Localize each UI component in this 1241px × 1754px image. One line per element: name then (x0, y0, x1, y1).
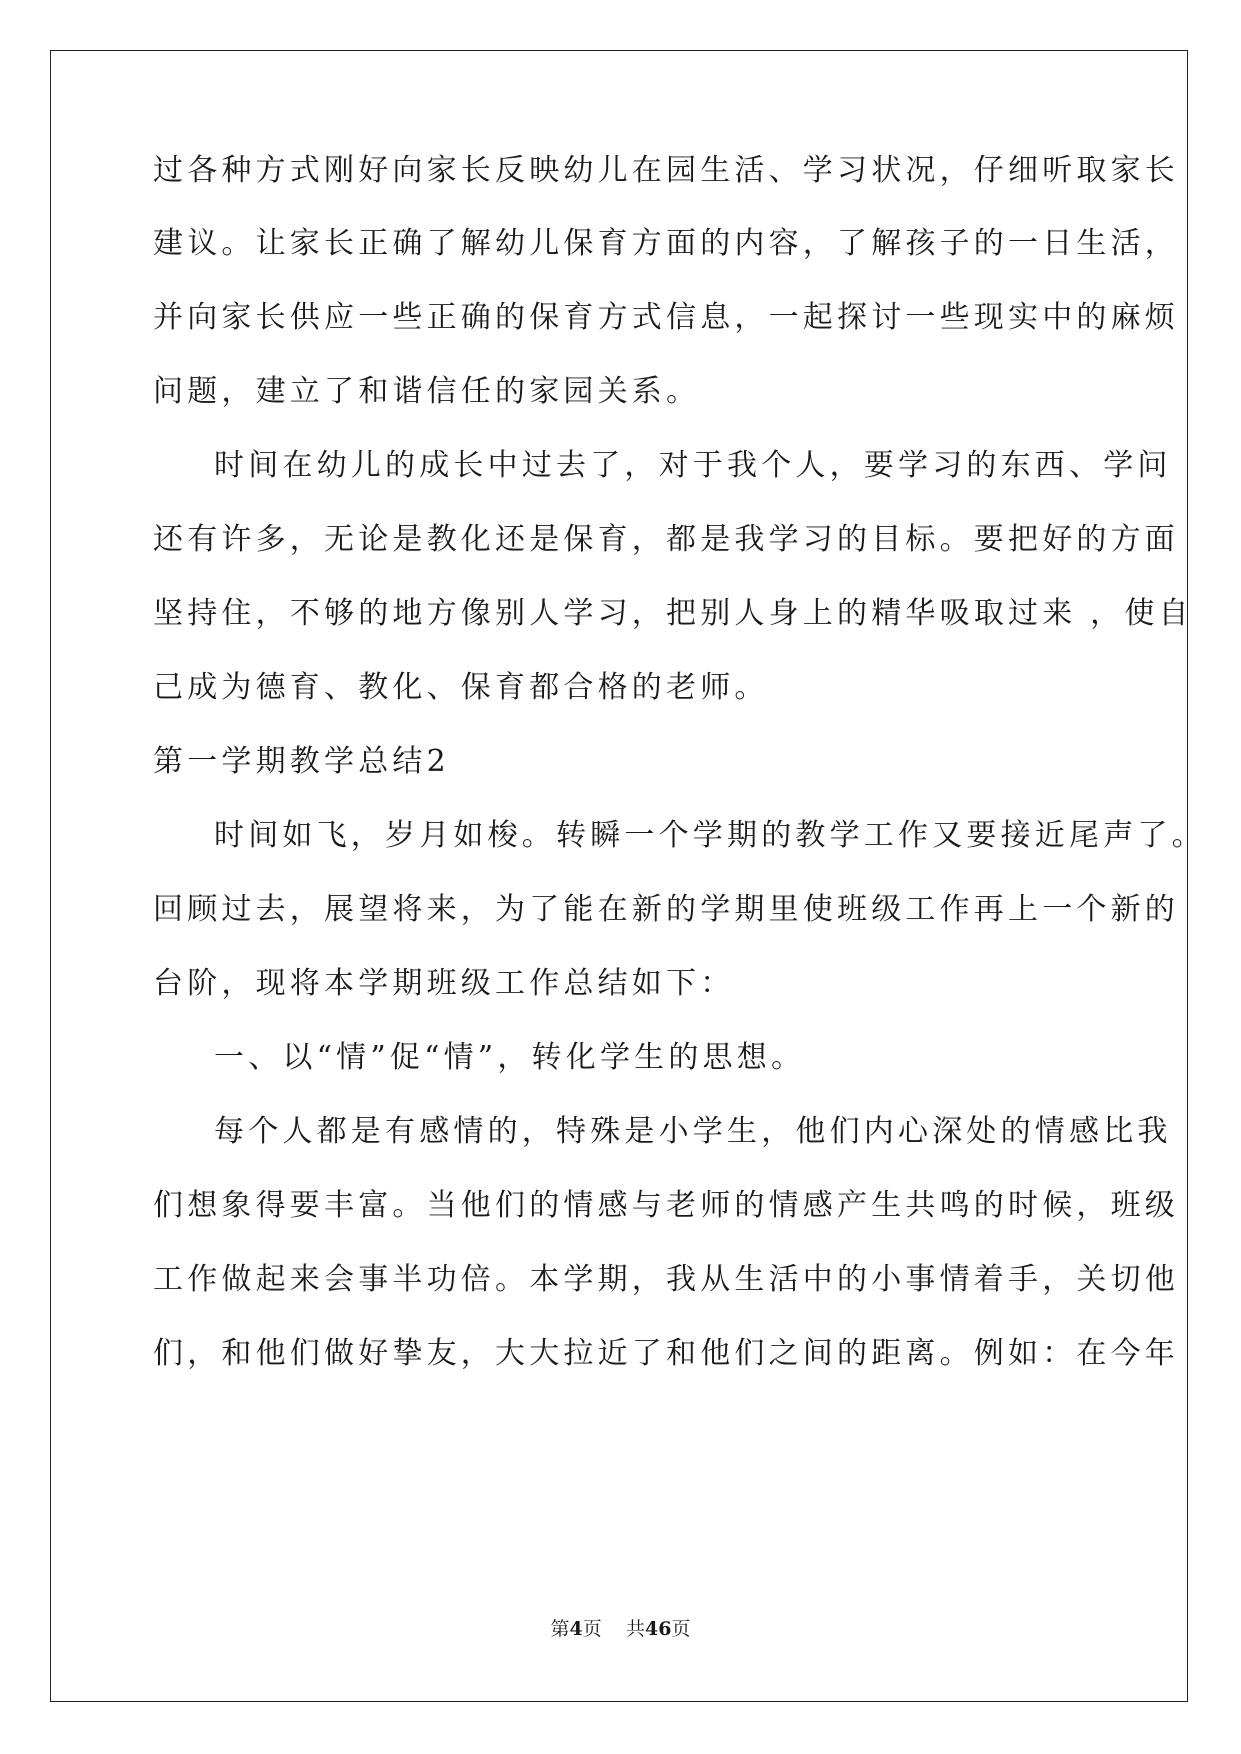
body-line-11: 回顾过去，展望将来，为了能在新的学期里使班级工作再上一个新的 (153, 892, 1179, 927)
body-line-2: 建议。让家长正确了解幼儿保育方面的内容，了解孩子的一日生活， (153, 226, 1179, 261)
body-line-15: 们想象得要丰富。当他们的情感与老师的情感产生共鸣的时候，班级 (153, 1188, 1179, 1223)
body-line-8: 己成为德育、教化、保育都合格的老师。 (153, 670, 769, 705)
body-line-17: 们，和他们做好挚友，大大拉近了和他们之间的距离。例如：在今年 (153, 1336, 1179, 1371)
body-line-7: 坚持住，不够的地方像别人学习，把别人身上的精华吸取过来 ，使自 (153, 596, 1193, 631)
body-line-6: 还有许多，无论是教化还是保育，都是我学习的目标。要把好的方面 (153, 522, 1179, 557)
body-line-5: 时间在幼儿的成长中过去了，对于我个人，要学习的东西、学问 (214, 448, 1172, 483)
footer-total-suffix: 页 (671, 1618, 691, 1640)
footer-page-number: 4 (569, 1618, 583, 1640)
page-footer (0, 1617, 1241, 1641)
body-line-10: 时间如飞，岁月如梭。转瞬一个学期的教学工作又要接近尾声了。 (214, 818, 1206, 853)
footer-page-suffix: 页 (582, 1618, 602, 1640)
body-line-16: 工作做起来会事半功倍。本学期，我从生活中的小事情着手，关切他 (153, 1262, 1179, 1297)
body-line-14: 每个人都是有感情的，特殊是小学生，他们内心深处的情感比我 (214, 1114, 1172, 1149)
section-heading: 第一学期教学总结2 (153, 744, 450, 779)
body-line-4: 问题，建立了和谐信任的家园关系。 (153, 374, 701, 409)
subheading-line: 一、以“情”促“情”，转化学生的思想。 (214, 1040, 806, 1075)
body-line-12: 台阶，现将本学期班级工作总结如下： (153, 966, 735, 1001)
body-line-1: 过各种方式刚好向家长反映幼儿在园生活、学习状况，仔细听取家长 (153, 153, 1179, 188)
footer-total-pages: 46 (644, 1618, 672, 1640)
body-line-3: 并向家长供应一些正确的保育方式信息，一起探讨一些现实中的麻烦 (153, 300, 1179, 335)
footer-page-prefix: 第 (550, 1618, 570, 1640)
footer-total-prefix: 共 (625, 1618, 645, 1640)
